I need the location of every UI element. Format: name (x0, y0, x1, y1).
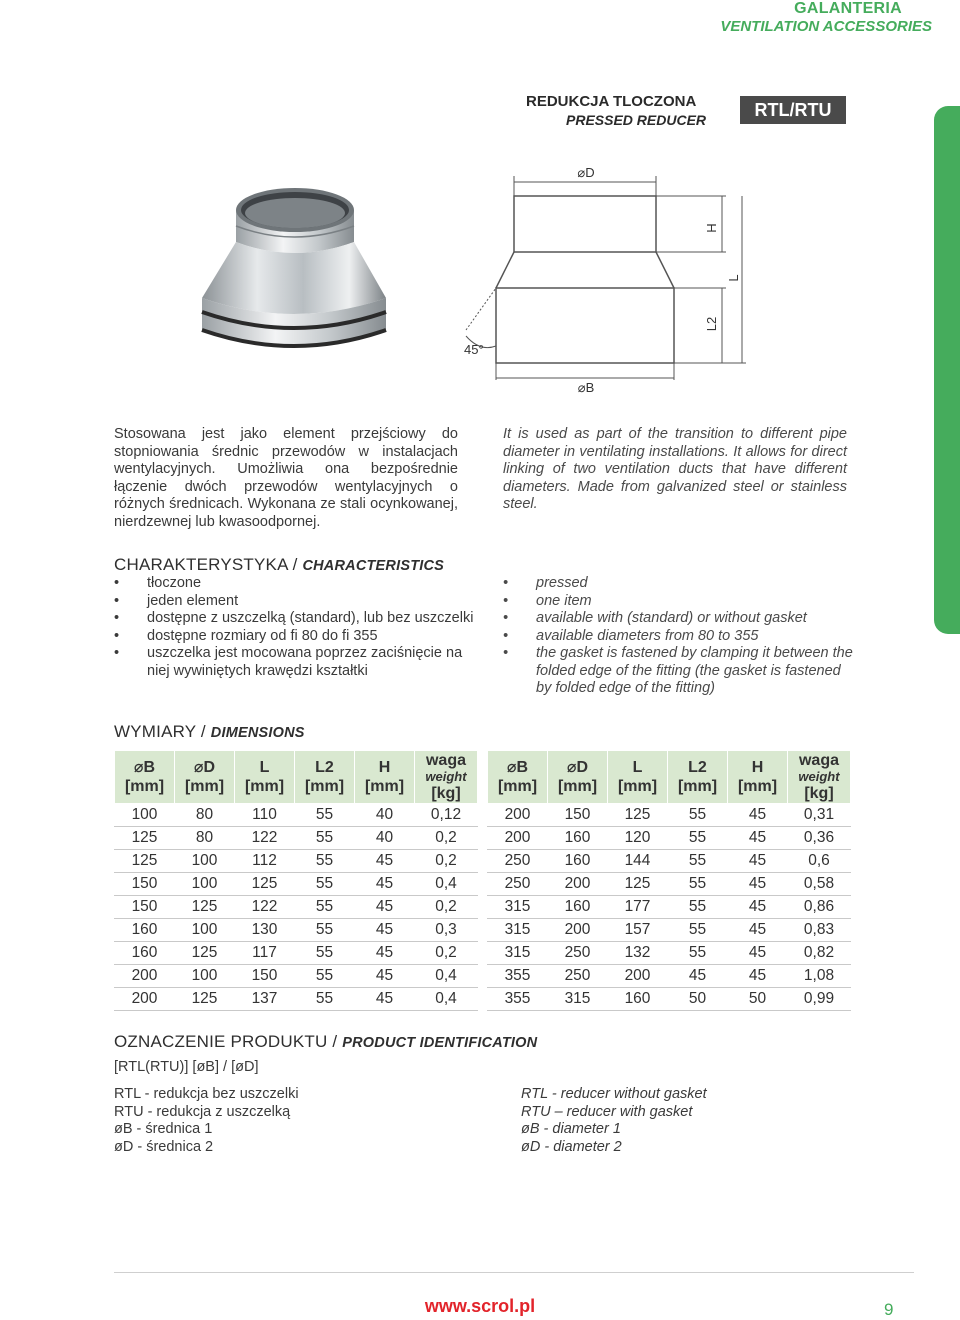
table-cell: 55 (295, 942, 355, 965)
table-cell: 250 (488, 850, 548, 873)
table-cell: 55 (668, 873, 728, 896)
table-row (488, 827, 851, 850)
characteristics-list-en (503, 575, 853, 698)
table-cell: 117 (235, 942, 295, 965)
column-header-unit: [mm] (124, 778, 165, 795)
table-cell: 100 (175, 873, 235, 896)
column-header-unit: [mm] (497, 778, 538, 795)
table-row (115, 988, 478, 1011)
char-pl-item: • dostępne z uszczelką (standard), lub bez uszczelki (114, 610, 474, 628)
table-cell: 122 (235, 896, 295, 919)
table-cell: 100 (175, 850, 235, 873)
column-header-unit: [mm] (677, 778, 718, 795)
table-cell: 55 (295, 873, 355, 896)
table-cell: 45 (355, 850, 415, 873)
table-cell: 137 (235, 988, 295, 1011)
table-cell: 0,2 (415, 850, 478, 873)
category-en: VENTILATION ACCESSORIES (720, 18, 932, 35)
column-header-name: ⌀B (506, 759, 529, 776)
table-row (115, 965, 478, 988)
identification-title-pl: OZNACZENIE PRODUKTU / (114, 1032, 338, 1051)
table-cell: 55 (295, 804, 355, 827)
column-header (548, 751, 608, 804)
table-cell: 55 (295, 896, 355, 919)
table-cell: 120 (608, 827, 668, 850)
dimensions-table-left (114, 750, 478, 1011)
description-pl: Stosowana jest jako element przejściowy do stopniowania średnic przewodów w instalacjach wentylacyjnych. Umożliwia ona bezpośrednie łączenie dwóch przewodów wentylacyjnych o różnych średnicach. Wykonana ze stali ocynkowanej, nierdzewnej lub kwasoodpornej. (114, 426, 458, 530)
column-header-unit: [mm] (617, 778, 658, 795)
description-en: It is used as part of the transition to different pipe diameter in ventilating installations. It allows for direct linking of two ventilation ducts that have different diameters. Made from galvanized steel or stainless steel. (503, 426, 847, 512)
table-cell: 0,2 (415, 827, 478, 850)
table-cell: 0,31 (788, 804, 851, 827)
label-angle: 45° (464, 342, 484, 357)
char-en-item: • the gasket is fastened by clamping it between the folded edge of the fitting (the gasket is fastened by folded edge of the fitting) (503, 645, 853, 698)
column-header-name: L (259, 759, 270, 776)
characteristics-list-pl (114, 575, 474, 680)
table-cell: 160 (115, 942, 175, 965)
table-cell: 0,83 (788, 919, 851, 942)
column-header-unit: [mm] (184, 778, 225, 795)
table-row (488, 942, 851, 965)
table-row (488, 965, 851, 988)
dimensions-title-pl: WYMIARY / (114, 722, 206, 741)
column-header-unit: [mm] (244, 778, 285, 795)
column-header-name: waga (425, 752, 466, 769)
table-cell: 0,6 (788, 850, 851, 873)
table-cell: 45 (728, 804, 788, 827)
table-cell: 200 (115, 988, 175, 1011)
table-cell: 315 (488, 942, 548, 965)
table-row (115, 850, 478, 873)
table-cell: 110 (235, 804, 295, 827)
column-header-name-en: weight (425, 769, 467, 784)
table-cell: 45 (728, 965, 788, 988)
table-cell: 150 (548, 804, 608, 827)
table-cell: 55 (295, 988, 355, 1011)
product-code-badge: RTL/RTU (740, 96, 846, 124)
table-cell: 125 (608, 804, 668, 827)
column-header (415, 751, 478, 804)
table-cell: 45 (728, 850, 788, 873)
column-header (488, 751, 548, 804)
identification-title (114, 1032, 537, 1052)
table-cell: 55 (295, 919, 355, 942)
char-pl-item: • tłoczone (114, 575, 474, 593)
table-cell: 0,3 (415, 919, 478, 942)
legend-line: øB - diameter 1 (521, 1121, 621, 1137)
table-cell: 160 (548, 827, 608, 850)
table-cell: 45 (728, 896, 788, 919)
label-h: H (704, 223, 719, 233)
table-cell: 160 (115, 919, 175, 942)
column-header (608, 751, 668, 804)
table-cell: 55 (295, 965, 355, 988)
table-cell: 55 (668, 919, 728, 942)
table-cell: 100 (175, 965, 235, 988)
legend-line: øD - średnica 2 (114, 1138, 214, 1155)
char-en-item: • pressed (503, 575, 853, 593)
table-cell: 150 (115, 896, 175, 919)
column-header (295, 751, 355, 804)
identification-legend-en (521, 1086, 881, 1156)
table-cell: 55 (295, 827, 355, 850)
table-cell: 45 (355, 988, 415, 1011)
table-cell: 150 (115, 873, 175, 896)
table-cell: 0,12 (415, 804, 478, 827)
table-row (488, 850, 851, 873)
table-cell: 355 (488, 988, 548, 1011)
table-row (488, 988, 851, 1011)
column-header (235, 751, 295, 804)
table-cell: 0,4 (415, 988, 478, 1011)
table-cell: 50 (728, 988, 788, 1011)
table-cell: 315 (548, 988, 608, 1011)
label-d: ⌀D (577, 165, 595, 180)
table-cell: 125 (608, 873, 668, 896)
table-cell: 125 (175, 896, 235, 919)
column-header-name: waga (798, 752, 839, 769)
table-cell: 80 (175, 827, 235, 850)
table-cell: 112 (235, 850, 295, 873)
column-header-unit: [kg] (431, 785, 461, 802)
identification-pattern: [RTL(RTU)] [øB] / [øD] (114, 1059, 259, 1075)
table-row (488, 919, 851, 942)
char-en-item: • available diameters from 80 to 355 (503, 628, 853, 646)
identification-title-en: PRODUCT IDENTIFICATION (342, 1035, 538, 1051)
table-cell: 160 (548, 896, 608, 919)
table-cell: 0,99 (788, 988, 851, 1011)
column-header-name: H (378, 759, 391, 776)
table-cell: 150 (235, 965, 295, 988)
footer-divider (114, 1272, 914, 1273)
product-name-en: PRESSED REDUCER (566, 112, 707, 128)
table-cell: 45 (355, 965, 415, 988)
table-row (488, 804, 851, 827)
table-cell: 45 (728, 942, 788, 965)
legend-line: RTL - reducer without gasket (521, 1086, 707, 1102)
table-cell: 45 (728, 873, 788, 896)
table-cell: 177 (608, 896, 668, 919)
table-cell: 200 (548, 919, 608, 942)
table-cell: 122 (235, 827, 295, 850)
table-cell: 0,4 (415, 965, 478, 988)
column-header-name: ⌀B (133, 759, 156, 776)
product-name-pl: REDUKCJA TLOCZONA (526, 93, 697, 110)
table-cell: 0,2 (415, 896, 478, 919)
characteristics-title (114, 555, 444, 575)
table-cell: 0,58 (788, 873, 851, 896)
column-header (175, 751, 235, 804)
dimensions-title (114, 722, 305, 742)
table-row (115, 873, 478, 896)
column-header-unit: [mm] (737, 778, 778, 795)
char-en-item: • available with (standard) or without gasket (503, 610, 853, 628)
label-b: ⌀B (577, 380, 595, 395)
table-cell: 250 (488, 873, 548, 896)
table-cell: 45 (355, 919, 415, 942)
side-tab (934, 106, 960, 634)
legend-line: øD - diameter 2 (521, 1138, 622, 1155)
table-cell: 0,86 (788, 896, 851, 919)
table-cell: 315 (488, 919, 548, 942)
column-header (668, 751, 728, 804)
product-photo (196, 180, 392, 360)
characteristics-title-en: CHARACTERISTICS (302, 558, 445, 574)
legend-line: RTL - redukcja bez uszczelki (114, 1086, 299, 1102)
category-pl: GALANTERIA (794, 0, 902, 17)
table-row (115, 827, 478, 850)
column-header (788, 751, 851, 804)
table-cell: 45 (355, 942, 415, 965)
column-header-unit: [kg] (804, 785, 834, 802)
column-header (728, 751, 788, 804)
column-header-unit: [mm] (304, 778, 345, 795)
table-cell: 200 (488, 804, 548, 827)
dimensions-table-right (487, 750, 851, 1011)
table-cell: 0,4 (415, 873, 478, 896)
char-pl-item: • jeden element (114, 593, 474, 611)
table-cell: 1,08 (788, 965, 851, 988)
table-cell: 200 (488, 827, 548, 850)
table-cell: 45 (728, 827, 788, 850)
column-header-name: H (751, 759, 764, 776)
technical-drawing (456, 160, 756, 396)
table-cell: 200 (548, 873, 608, 896)
table-cell: 55 (668, 850, 728, 873)
table-cell: 50 (668, 988, 728, 1011)
table-cell: 0,82 (788, 942, 851, 965)
table-cell: 250 (548, 942, 608, 965)
column-header-name: L2 (315, 759, 334, 776)
legend-line: øB - średnica 1 (114, 1121, 213, 1137)
table-cell: 125 (115, 850, 175, 873)
column-header-unit: [mm] (364, 778, 405, 795)
table-cell: 250 (548, 965, 608, 988)
footer-url[interactable]: www.scrol.pl (424, 1296, 536, 1316)
table-cell: 55 (668, 827, 728, 850)
table-cell: 45 (728, 919, 788, 942)
table-cell: 45 (668, 965, 728, 988)
table-cell: 315 (488, 896, 548, 919)
table-cell: 125 (115, 827, 175, 850)
table-cell: 130 (235, 919, 295, 942)
legend-line: RTU - redukcja z uszczelką (114, 1103, 291, 1120)
table-cell: 55 (668, 942, 728, 965)
table-row (115, 804, 478, 827)
table-cell: 160 (608, 988, 668, 1011)
characteristics-title-pl: CHARAKTERYSTYKA / (114, 555, 298, 574)
table-cell: 0,2 (415, 942, 478, 965)
dimensions-title-en: DIMENSIONS (210, 725, 305, 741)
legend-line: RTU – reducer with gasket (521, 1103, 693, 1120)
table-cell: 100 (115, 804, 175, 827)
column-header (115, 751, 175, 804)
table-cell: 157 (608, 919, 668, 942)
table-row (115, 942, 478, 965)
column-header-name-en: weight (798, 769, 840, 784)
table-cell: 0,36 (788, 827, 851, 850)
table-row (115, 896, 478, 919)
label-l: L (726, 274, 741, 282)
table-cell: 80 (175, 804, 235, 827)
column-header-name: ⌀D (566, 759, 589, 776)
table-cell: 132 (608, 942, 668, 965)
table-cell: 45 (355, 873, 415, 896)
column-header (355, 751, 415, 804)
label-l2: L2 (704, 316, 719, 332)
table-cell: 125 (235, 873, 295, 896)
char-pl-item: • uszczelka jest mocowana poprzez zaciśnięcie na niej wywiniętych krawędzi kształtki (114, 645, 474, 680)
table-cell: 125 (175, 988, 235, 1011)
table-cell: 55 (668, 896, 728, 919)
char-en-item: • one item (503, 593, 853, 611)
column-header-unit: [mm] (557, 778, 598, 795)
page-number: 9 (884, 1300, 894, 1319)
table-cell: 55 (668, 804, 728, 827)
char-pl-item: • dostępne rozmiary od fi 80 do fi 355 (114, 628, 474, 646)
table-cell: 125 (175, 942, 235, 965)
table-cell: 160 (548, 850, 608, 873)
identification-legend-pl (114, 1086, 494, 1156)
table-row (488, 873, 851, 896)
column-header-name: L (632, 759, 643, 776)
column-header-name: L2 (688, 759, 707, 776)
table-cell: 55 (295, 850, 355, 873)
table-cell: 355 (488, 965, 548, 988)
table-cell: 40 (355, 827, 415, 850)
table-cell: 200 (115, 965, 175, 988)
table-row (488, 896, 851, 919)
table-cell: 40 (355, 804, 415, 827)
table-row (115, 919, 478, 942)
table-cell: 45 (355, 896, 415, 919)
column-header-name: ⌀D (193, 759, 216, 776)
table-cell: 144 (608, 850, 668, 873)
table-cell: 200 (608, 965, 668, 988)
table-cell: 100 (175, 919, 235, 942)
